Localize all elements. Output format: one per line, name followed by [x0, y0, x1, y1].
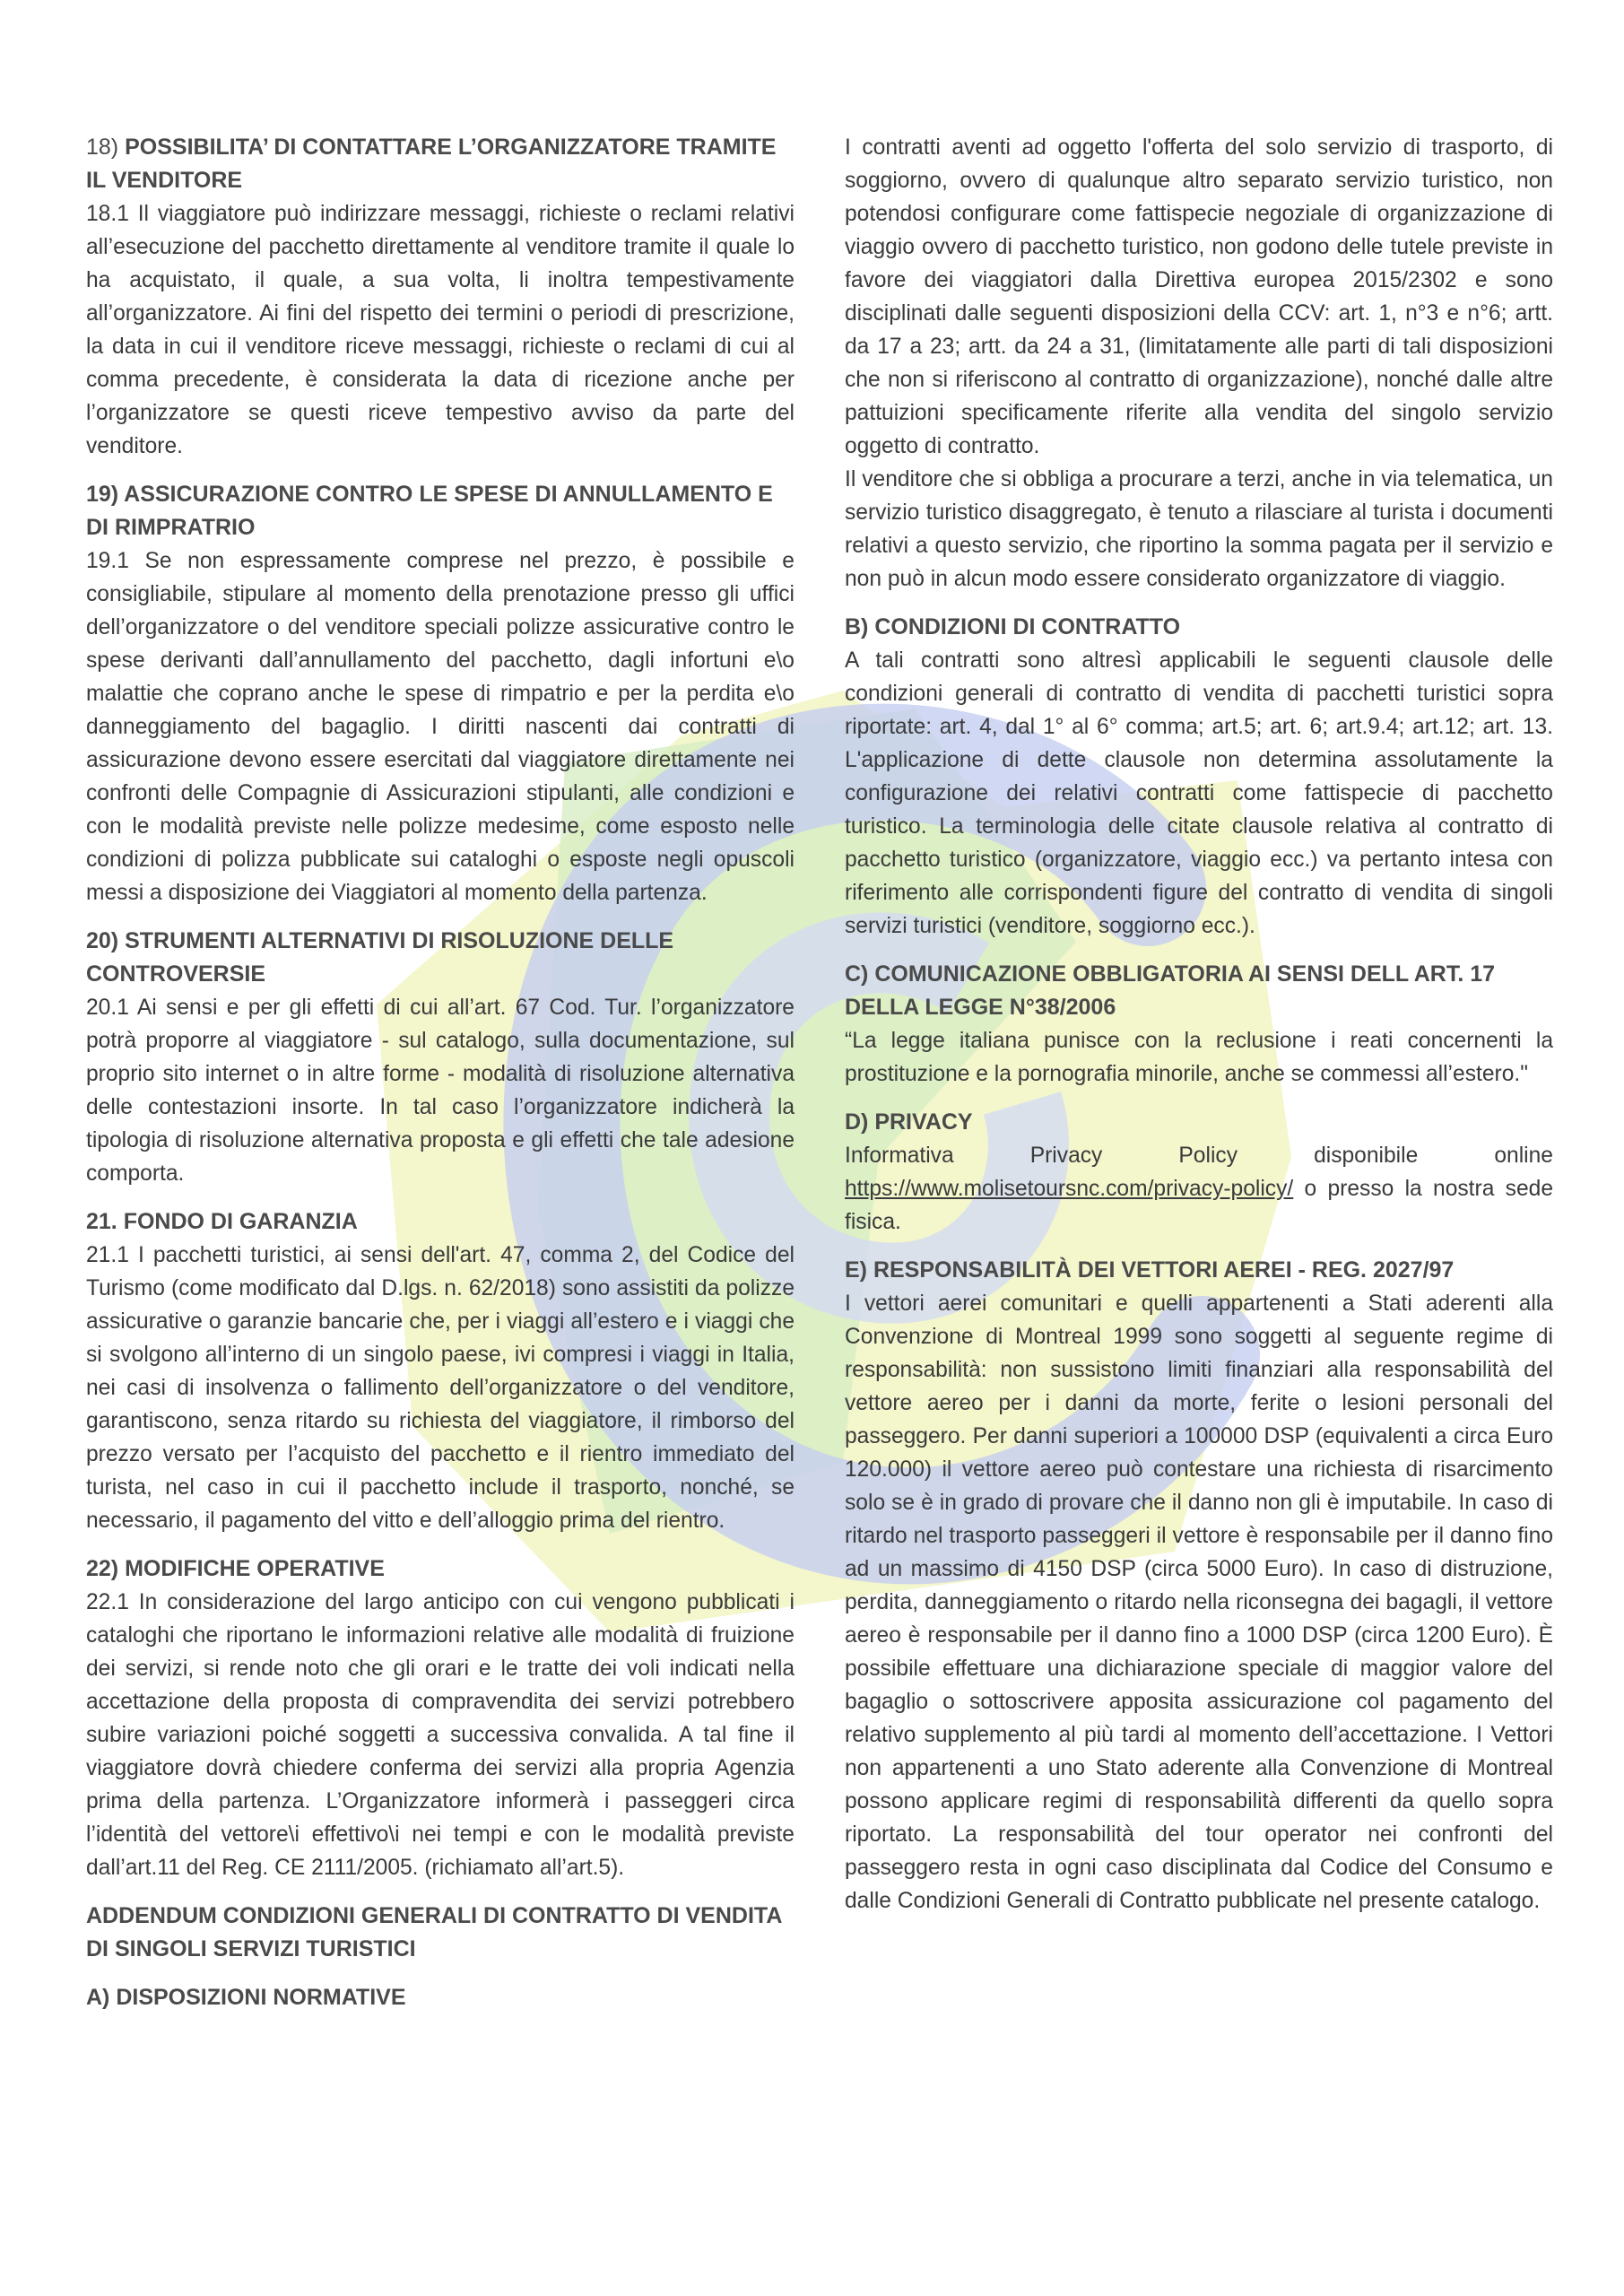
- right-column: [845, 131, 1553, 2221]
- section-d-body: [845, 1139, 1553, 1239]
- section-18-body: 18.1 Il viaggiatore può indirizzare messaggi, richieste o reclami relativi all’esecuzione del pacchetto direttamente al venditore tramite il quale lo ha acquistato, il quale, a sua volta, li inoltra tempestivamente all’organizzatore. Ai fini del rispetto dei termini o periodi di prescrizione, la data in cui il venditore riceve messaggi, richieste o reclami di cui al comma precedente, è considerata la data di ricezione anche per l’organizzatore se questi riceve tempestivo avviso da parte del venditore.: [86, 202, 795, 458]
- section-e-body: I vettori aerei comunitari e quelli appartenenti a Stati aderenti alla Convenzione di Montreal 1999 sono soggetti al seguente regime di responsabilità: non sussistono limiti finanziari alla responsabilità del vettore aereo per i danni da morte, ferite o lesioni personali del passeggero. Per danni superiori a 100000 DSP (equivalenti a circa Euro 120.000) il vettore aereo può contestare una richiesta di risarcimento solo se è in grado di provare che il danno non gli è imputabile. In caso di ritardo nel trasporto passeggeri il vettore è responsabile per il danno fino ad un massimo di 4150 DSP (circa 5000 Euro). In caso di distruzione, perdita, danneggiamento o ritardo nella riconsegna dei bagagli, il vettore aereo è responsabile per il danno fino a 1000 DSP (circa 1200 Euro). È possibile effettuare una dichiarazione speciale di maggior valore del bagaglio o sottoscrivere apposita assicurazione col pagamento del relativo supplemento al più tardi al momento dell’accettazione. I Vettori non appartenenti a uno Stato aderente alla Convenzione di Montreal possono applicare regimi di responsabilità differenti da quello sopra riportato. La responsabilità del tour operator nei confronti del passeggero resta in ogni caso disciplinata dal Codice del Consumo e dalle Condizioni Generali di Contratto pubblicate nel presente catalogo.: [845, 1292, 1553, 1913]
- section-19: [86, 478, 795, 909]
- section-21-title: 21. FONDO DI GARANZIA: [86, 1209, 358, 1234]
- section-18-number: 18): [86, 135, 119, 160]
- section-a-continued: [845, 131, 1553, 596]
- section-21-body: 21.1 I pacchetti turistici, ai sensi dell'art. 47, comma 2, del Codice del Turismo (come modificato dal D.lgs. n. 62/2018) sono assistiti da polizze assicurative o garanzie bancarie che, per i viaggi all’estero e i viaggi che si svolgono all’interno di un singolo paese, ivi compresi i viaggi in Italia, nei casi di insolvenza o fallimento dell’organizzatore o del venditore, garantiscono, senza ritardo su richiesta del viaggiatore, il rimborso del prezzo versato per l’acquisto del pacchetto e il rientro immediato del turista, nel caso in cui il pacchetto include il trasporto, nonché, se necessario, il pagamento del vitto e dell’alloggio prima del rientro.: [86, 1243, 795, 1533]
- section-e-title: E) RESPONSABILITÀ DEI VETTORI AEREI - REG. 2027/97: [845, 1257, 1455, 1283]
- section-20: [86, 925, 795, 1190]
- section-c-title: C) COMUNICAZIONE OBBLIGATORIA AI SENSI DELL ART. 17 DELLA LEGGE N°38/2006: [845, 961, 1496, 1020]
- section-a-paragraph-1: I contratti aventi ad oggetto l'offerta del solo servizio di trasporto, di soggiorno, ovvero di qualunque altro separato servizio turistico, non potendosi configurare come fattispecie negoziale di organizzazione di viaggio ovvero di pacchetto turistico, non godono delle tutele previste in favore dei viaggiatori dalla Direttiva europea 2015/2302 e sono disciplinati dalle seguenti disposizioni della CCV: art. 1, n°3 e n°6; artt. da 17 a 23; artt. da 24 a 31, (limitatamente alle parti di tali disposizioni che non si riferiscono al contratto di organizzazione), nonché dalle altre pattuizioni specificamente riferite alla vendita del singolo servizio oggetto di contratto.: [845, 135, 1553, 458]
- section-21: [86, 1205, 795, 1537]
- section-22-body: 22.1 In considerazione del largo anticipo con cui vengono pubblicati i cataloghi che riportano le informazioni relative alle modalità di fruizione dei servizi, si rende noto che gli orari e le tratte dei voli indicati nella accettazione della proposta di compravendita dei servizi potrebbero subire variazioni poiché soggetti a successiva convalida. A tal fine il viaggiatore dovrà chiedere conferma dei servizi alla propria Agenzia prima della partenza. L’Organizzatore informerà i passeggeri circa l’identità del vettore\i effettivo\i nei tempi e con le modalità previste dall’art.11 del Reg. CE 2111/2005. (richiamato all’art.5).: [86, 1590, 795, 1880]
- section-a: [86, 1981, 795, 2014]
- section-22: [86, 1552, 795, 1884]
- section-b-title: B) CONDIZIONI DI CONTRATTO: [845, 614, 1181, 639]
- section-b-body: A tali contratti sono altresì applicabili le seguenti clausole delle condizioni generali di contratto di vendita di pacchetti turistici sopra riportate: art. 4, dal 1° al 6° comma; art.5; art. 6; art.9.4; art.12; art. 13. L'applicazione di dette clausole non determina assolutamente la configurazione dei relativi contratti come fattispecie di pacchetto turistico. La terminologia delle citate clausole relativa al contratto di pacchetto turistico (organizzatore, viaggio ecc.) va pertanto intesa con riferimento alle corrispondenti figure del contratto di vendita di singoli servizi turistici (venditore, soggiorno ecc.).: [845, 648, 1553, 938]
- section-a-paragraph-2: Il venditore che si obbliga a procurare a terzi, anche in via telematica, un servizio turistico disaggregato, è tenuto a rilasciare al turista i documenti relativi a questo servizio, che riportino la somma pagata per il servizio e non può in alcun modo essere considerato organizzatore di viaggio.: [845, 467, 1553, 591]
- section-b: [845, 611, 1553, 943]
- section-19-title: 19) ASSICURAZIONE CONTRO LE SPESE DI ANNULLAMENTO E DI RIMPRATRIO: [86, 482, 773, 540]
- section-20-title: 20) STRUMENTI ALTERNATIVI DI RISOLUZIONE DELLE CONTROVERSIE: [86, 928, 674, 987]
- section-c: [845, 958, 1553, 1091]
- left-column: [86, 131, 795, 2221]
- section-d: [845, 1106, 1553, 1239]
- privacy-text-suffix: o presso la nostra sede fisica.: [845, 1177, 1553, 1234]
- document-page: [86, 131, 1553, 2221]
- privacy-text-prefix: Informativa Privacy Policy disponibile online: [845, 1144, 1553, 1168]
- addendum-section: [86, 1900, 795, 1966]
- section-19-body: 19.1 Se non espressamente comprese nel prezzo, è possibile e consigliabile, stipulare al momento della prenotazione presso gli uffici dell’organizzatore o del venditore speciali polizze assicurative contro le spese derivanti dall’annullamento del pacchetto, dagli infortuni e\o malattie che coprano anche le spese di rimpatrio e per la perdita e\o danneggiamento del bagaglio. I diritti nascenti dai contratti di assicurazione devono essere esercitati dal viaggiatore direttamente nei confronti delle Compagnie di Assicurazioni stipulanti, alle condizioni e con le modalità previste nelle polizze medesime, come esposto nelle condizioni di polizza pubblicate sui cataloghi o esposte negli opuscoli messi a disposizione dei Viaggiatori al momento della partenza.: [86, 549, 795, 905]
- section-22-title: 22) MODIFICHE OPERATIVE: [86, 1556, 385, 1581]
- section-d-title: D) PRIVACY: [845, 1109, 973, 1135]
- section-20-body: 20.1 Ai sensi e per gli effetti di cui all’art. 67 Cod. Tur. l’organizzatore potrà proporre al viaggiatore - sul catalogo, sulla documentazione, sul proprio sito internet o in altre forme - modalità di risoluzione alternativa delle contestazioni insorte. In tal caso l’organizzatore indicherà la tipologia di risoluzione alternativa proposta e gli effetti che tale adesione comporta.: [86, 996, 795, 1186]
- section-18: [86, 131, 795, 463]
- section-18-heading: [86, 131, 795, 197]
- section-18-title: POSSIBILITA’ DI CONTATTARE L’ORGANIZZATORE TRAMITE IL VENDITORE: [86, 135, 777, 193]
- section-a-title: A) DISPOSIZIONI NORMATIVE: [86, 1985, 406, 2010]
- privacy-policy-link[interactable]: https://www.molisetoursnc.com/privacy-policy/: [845, 1177, 1294, 1201]
- section-e: [845, 1254, 1553, 1918]
- addendum-title: ADDENDUM CONDIZIONI GENERALI DI CONTRATTO DI VENDITA DI SINGOLI SERVIZI TURISTICI: [86, 1903, 782, 1961]
- section-c-body: “La legge italiana punisce con la reclusione i reati concernenti la prostituzione e la pornografia minorile, anche se commessi all’estero.": [845, 1029, 1553, 1086]
